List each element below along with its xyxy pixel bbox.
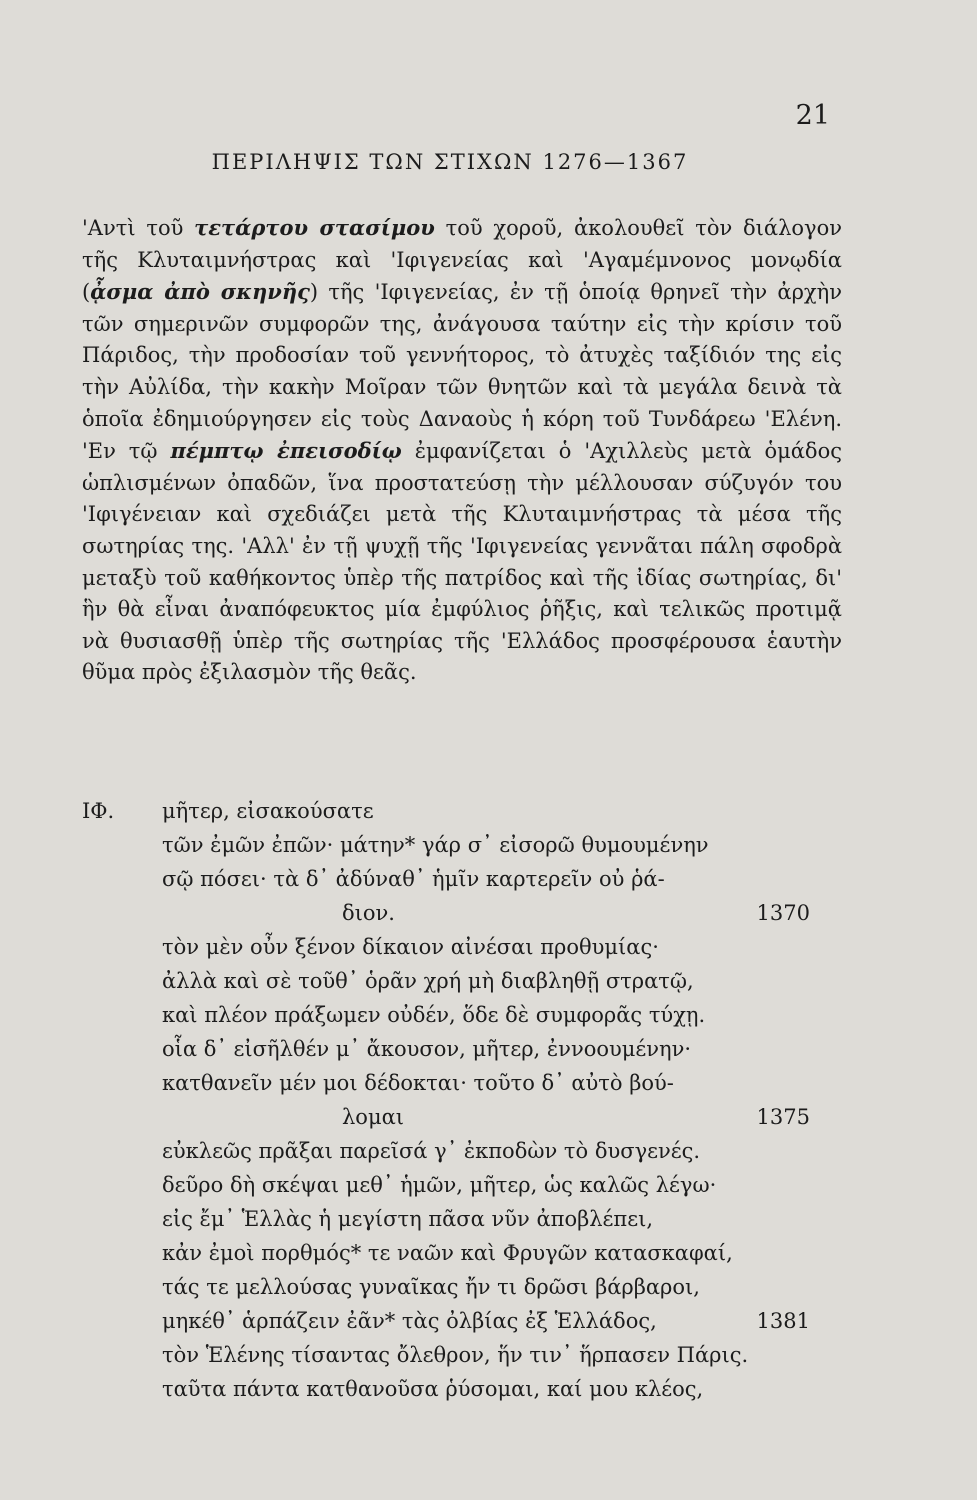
verse-line <box>82 964 852 998</box>
verse-text: εὐκλεῶς πρᾶξαι παρεῖσά γ᾽ ἐκποδὼν τὸ δυσγενές. <box>162 1139 701 1163</box>
verse-text: τάς τε μελλούσας γυναῖκας ἤν τι δρῶσι βάρβαροι, <box>162 1275 700 1299</box>
verse-text: κατθανεῖν μέν μοι δέδοκται· τοῦτο δ᾽ αὐτὸ βού- <box>162 1071 674 1095</box>
verse-line <box>82 1372 852 1406</box>
verse-text: μῆτερ, εἰσακούσατε <box>162 799 374 823</box>
summary-text: τοῦ χοροῦ, ἀκολουθεῖ τὸν διάλογον τῆς Κλυταιμνήστρας καὶ 'Ιφιγενείας καὶ 'Αγαμέμνονος μονῳδία ( <box>82 216 842 305</box>
verse-text: τὸν μὲν οὖν ξένον δίκαιον αἰνέσαι προθυμίας· <box>162 935 659 959</box>
section-heading: ΠΕΡΙΛΗΨΙΣ ΤΩΝ ΣΤΙΧΩΝ 1276—1367 <box>211 150 689 174</box>
verse-line <box>82 1100 852 1134</box>
verse-text: μηκέθ᾽ ἁρπάζειν ἐᾶν* τὰς ὀλβίας ἐξ Ἑλλάδος, <box>162 1309 657 1333</box>
verse-line <box>82 794 852 828</box>
verse-line <box>82 828 852 862</box>
summary-text: ) τῆς 'Ιφιγενείας, ἐν τῇ ὁποίᾳ θρηνεῖ τὴν ἀρχὴν τῶν σημερινῶν συμφορῶν της, ἀνάγουσα ταύτην εἰς τὴν κρίσιν τοῦ Πάριδος, τὴν προδοσίαν τοῦ γεννήτορος, τὸ ἀτυχὲς ταξίδιόν της εἰς τὴν Αὐλίδα, τὴν κακὴν Μοῖραν τῶν θνητῶν καὶ τὰ μεγάλα δεινὰ τὰ ὁποῖα ἐδημιούργησεν εἰς τοὺς Δαναοὺς ἡ κόρη τοῦ Τυνδάρεω 'Ελένη. 'Εν τῷ <box>82 280 842 464</box>
verse-text: κἀν ἐμοὶ πορθμός* τε ναῶν καὶ Φρυγῶν κατασκαφαί, <box>162 1241 733 1265</box>
verse-line <box>82 896 852 930</box>
summary-emphasis: τετάρτου στασίμου <box>194 215 435 240</box>
verse-text: εἰς ἔμ᾽ Ἑλλὰς ἡ μεγίστη πᾶσα νῦν ἀποβλέπει, <box>162 1207 654 1231</box>
verse-text: καὶ πλέον πράξωμεν οὐδέν, ὅδε δὲ συμφορᾶς τύχῃ. <box>162 1003 706 1027</box>
line-number: 1381 <box>756 1309 810 1333</box>
verse-line <box>82 1032 852 1066</box>
verse-text: λομαι <box>342 1105 405 1129</box>
speaker-label: ΙΦ. <box>82 799 115 823</box>
verse-line <box>82 1202 852 1236</box>
verse-text: σῷ πόσει· τὰ δ᾽ ἀδύναθ᾽ ἡμῖν καρτερεῖν οὐ ῥά- <box>162 867 665 891</box>
verse-text: οἷα δ᾽ εἰσῆλθέν μ᾽ ἄκουσον, μῆτερ, ἐννοουμένην· <box>162 1037 692 1061</box>
verse-text: ταῦτα πάντα κατθανοῦσα ῥύσομαι, καί μου κλέος, <box>162 1377 704 1401</box>
verse-line <box>82 998 852 1032</box>
verse-line <box>82 1066 852 1100</box>
verse-line <box>82 1236 852 1270</box>
summary-emphasis: πέμπτῳ ἐπεισοδίῳ <box>170 438 402 464</box>
verse-text: τὸν Ἑλένης τίσαντας ὄλεθρον, ἥν τιν᾽ ἥρπασεν Πάρις. <box>162 1343 749 1367</box>
verse-line <box>82 1134 852 1168</box>
verse-text: διον. <box>342 901 395 925</box>
verse-line <box>82 1304 852 1338</box>
line-number: 1370 <box>756 901 810 925</box>
verse-text: ἀλλὰ καὶ σὲ τοῦθ᾽ ὁρᾶν χρή μὴ διαβληθῇ στρατῷ, <box>162 969 694 993</box>
summary-text: 'Αντὶ τοῦ <box>82 216 195 240</box>
verse-text: τῶν ἐμῶν ἐπῶν· μάτην* γάρ σ᾽ εἰσορῶ θυμουμένην <box>162 833 709 857</box>
verse-text: δεῦρο δὴ σκέψαι μεθ᾽ ἡμῶν, μῆτερ, ὡς καλῶς λέγω· <box>162 1173 717 1197</box>
page-number: 21 <box>795 100 830 131</box>
summary-paragraph <box>82 212 842 689</box>
verse-line <box>82 1168 852 1202</box>
verse-line <box>82 1270 852 1304</box>
verse-line <box>82 1338 852 1372</box>
summary-text: ἐμφανίζεται ὁ 'Αχιλλεὺς μετὰ ὁμάδος ὡπλισμένων ὀπαδῶν, ἵνα προστατεύσῃ τὴν μέλλουσαν σύζυγόν του 'Ιφιγένειαν καὶ σχεδιάζει μετὰ τῆς Κλυταιμνήστρας τὰ μέσα τῆς σωτηρίας της. 'Αλλ' ἐν τῇ ψυχῇ τῆς 'Ιφιγενείας γεννᾶται πάλη σφοδρὰ μεταξὺ τοῦ καθήκοντος ὑπὲρ τῆς πατρίδος καὶ τῆς ἰδίας σωτηρίας, δι' ἣν θὰ εἶναι ἀναπόφευκτος μία ἐμφύλιος ῥῆξις, καὶ τελικῶς προτιμᾷ νὰ θυσιασθῇ ὑπὲρ τῆς σωτηρίας τῆς 'Ελλάδος προσφέρουσα ἑαυτὴν θῦμα πρὸς ἐξιλασμὸν τῆς θεᾶς. <box>82 439 842 685</box>
verse-line <box>82 862 852 896</box>
summary-emphasis: ᾆσμα ἀπὸ σκηνῆς <box>90 279 310 305</box>
verse-line <box>82 930 852 964</box>
line-number: 1375 <box>756 1105 810 1129</box>
